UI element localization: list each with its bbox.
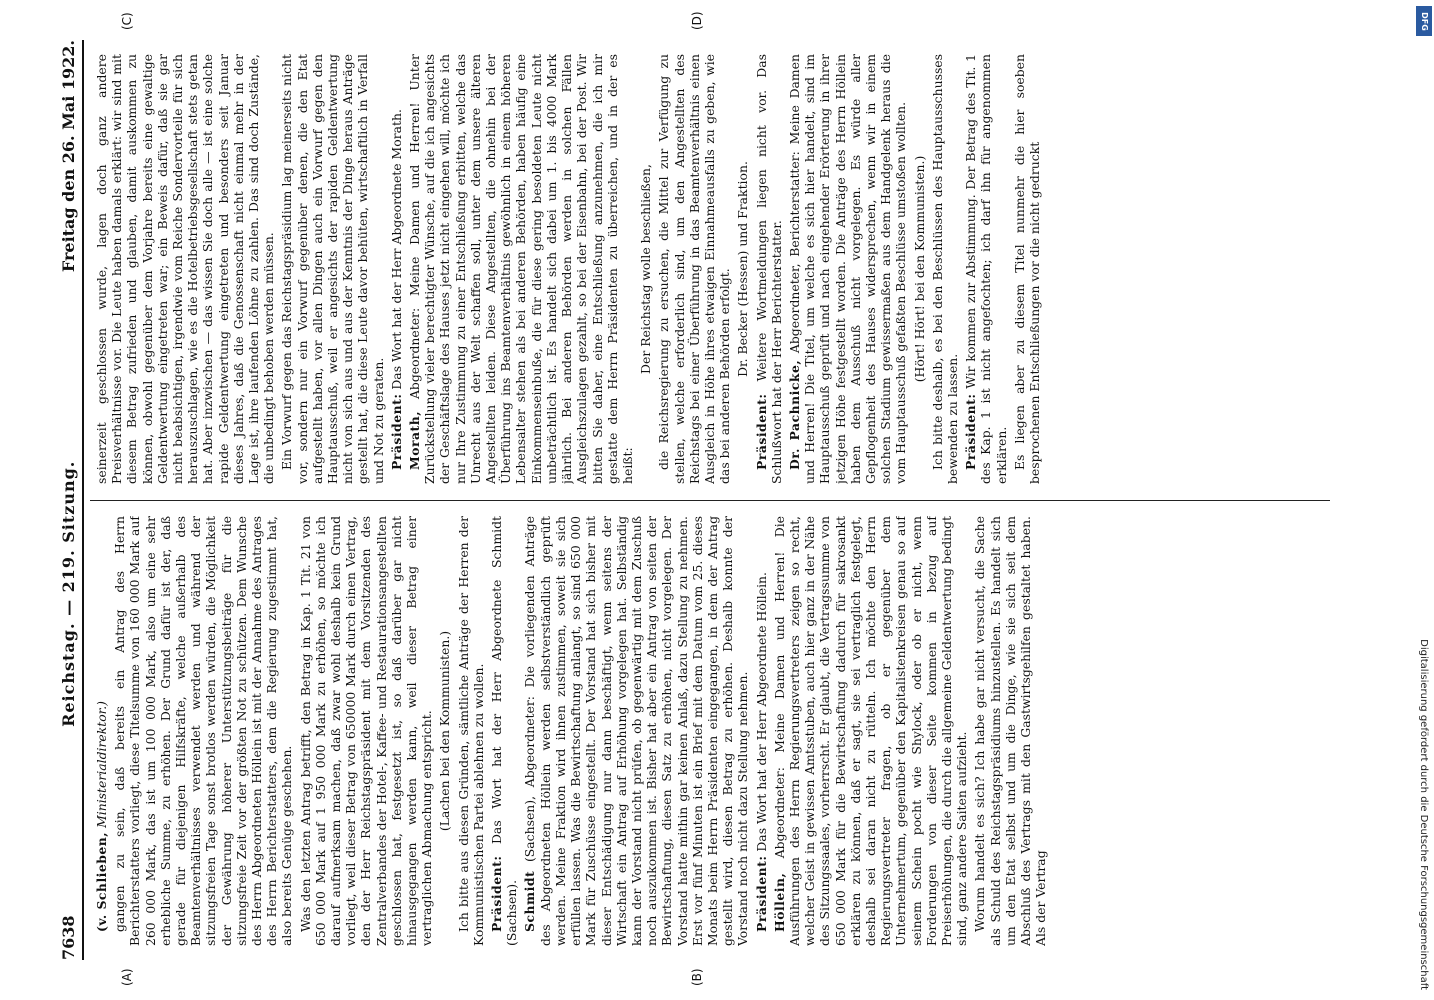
speech-paragraph bbox=[389, 54, 404, 484]
speech-text: Das Wort hat der Herr Abgeordnete Morath. bbox=[388, 109, 404, 390]
speech-paragraph bbox=[489, 516, 519, 946]
margin-mark-d: (D) bbox=[690, 11, 704, 30]
speech-paragraph bbox=[963, 54, 1009, 484]
paragraph: Ich bitte deshalb, es bei den Beschlüssen des Hauptausschusses bewenden zu lassen. bbox=[929, 54, 960, 484]
digitization-notice-strip bbox=[1414, 10, 1432, 990]
speech-text: Das Wort hat der Herr Abgeordnete Schmidt (Sachsen). bbox=[489, 516, 520, 946]
page-header bbox=[50, 40, 84, 960]
speaker-name: Präsident: bbox=[388, 393, 404, 470]
speaker-name: Präsident: bbox=[489, 855, 505, 932]
speaker-name: Präsident: bbox=[753, 855, 769, 932]
speech-text: Abgeordneter: Meine Damen und Herren! Die Ausführungen des Herrn Regierungsvertreters zeigen so recht, welcher Geist in gewissen Amtsstuben, auch hier ganz in der Nähe des Sitzungssaales, vorherrscht. Er glaubt, die Vertragssumme von 650 000 Mark für die Bewirtschaftung dadurch für sakrosankt erklären zu können, daß er sagt, sie sei vertraglich festgelegt, deshalb sei daran nicht zu rütteln. Ich möchte den Herrn Regierungsvertreter fragen, ob er gegenüber dem Unternehmertum, gegenüber den Kapitalistenkreisen genau so auf seinem Schein pocht wie Shylock, oder ob er nicht, wenn Forderungen von dieser Seite kommen in bezug auf Preiserhöhungen, die durch die allgemeine Geldentwertung bedingt sind, ganz andere Saiten aufzieht. bbox=[771, 516, 970, 946]
left-column bbox=[94, 516, 1334, 946]
speech-text: (Sachsen), Abgeordneter: Die vorliegenden Anträge des Abgeordneten Höllein werden selbstverständlich geprüft werden. Meine Fraktion wird ihnen zustimmen, soweit sie sich erfüllen lassen. Was die Bewirtschaftung anlangt, so sind 650 000 Mark für Zuschüsse eingestellt. Der Vorstand hat sich bisher mit dieser Entschädigung nur dann beschäftigt, wenn seitens der Wirtschaft ein Antrag auf Erhöhung vorgelegen hat. Selbständig kann der Vorstand nicht prüfen, ob gegenwärtig mit dem Zuschuß noch auszukommen ist. Bisher hat aber ein Antrag von seiten der Bewirtschaftung, diesen Satz zu erhöhen, nicht vorgelegen. Der Vorstand hatte mithin gar keinen Anlaß, dazu Stellung zu nehmen. Erst vor fünf Minuten ist ein Brief mit dem Datum vom 25. dieses Monats beim Herrn Präsidenten eingegangen, in dem der Antrag gestellt wird, diesen Betrag zu erhöhen. Deshalb konnte der Vorstand noch nicht dazu Stellung nehmen. bbox=[522, 516, 751, 946]
speech-paragraph bbox=[522, 516, 750, 946]
page-number: 7638 bbox=[59, 915, 78, 960]
speech-paragraph bbox=[407, 54, 635, 484]
paragraph: Ein Vorwurf gegen das Reichstagspräsidium lag meinerseits nicht vor, sondern nur ein Vorwurf gegenüber denen, die den Etat aufgestellt haben, vor allen Dingen auch ein Vorwurf gegen den Hauptausschuß, weil er angesichts der rapiden Geldentwertung nicht von sich aus und aus der Kenntnis der Dinge heraus Anträge gestellt hat, die diese Leute davor behüten, wirtschaftlich in Verfall und Not zu geraten. bbox=[279, 54, 386, 484]
speech-paragraph bbox=[94, 516, 109, 946]
digitization-notice: Digitalisierung gefördert durch die Deutsche Forschungsgemeinschaft bbox=[1418, 639, 1429, 990]
column-divider bbox=[90, 500, 1330, 501]
interjection: Dr. Becker (Hessen) und Fraktion. bbox=[735, 161, 751, 377]
speech-paragraph bbox=[754, 54, 784, 484]
dfg-logo: DFG bbox=[1416, 6, 1432, 36]
speaker-name: Schmidt bbox=[522, 870, 538, 932]
speaker-name: (v. Schlieben, bbox=[94, 831, 109, 932]
paragraph: Was den letzten Antrag betrifft, den Betrag in Kap. 1 Tit. 21 von 650 000 Mark auf 1 950 000 Mark zu erhöhen, so möchte ich darauf aufmerksam machen, daß zwar wohl deshalb kein Grund vorliegt, weil dieser Betrag von 650000 Mark durch einen Vertrag, den der Herr Reichstagspräsident mit dem Vorsitzenden des Zentralverbandes der Hotel-, Kaffee- und Restaurationsangestellten geschlossen hat, festgesetzt ist, so daß darüber gar nicht hinausgegangen werden kann, weil dieser Betrag einer vertraglichen Abmachung entspricht. bbox=[297, 516, 435, 946]
speaker-role: Ministerialdirektor.) bbox=[94, 700, 109, 828]
paragraph: gangen zu sein, daß bereits ein Antrag des Herrn Berichterstatters vorliegt, diese Titelsumme von 160 000 Mark auf 260 000 Mark, das ist um 100 000 Mark, also um eine sehr erhebliche Summe, zu erhöhen. Der Grund dafür ist der, daß gerade für diejenigen Hilfskräfte, welche außerhalb des Beamtenverhältnisses verwendet werden und während der sitzungsfreien Tage sonst brotlos werden würden, die Möglichkeit der Gewährung höherer Unterstützungsbeiträge für die sitzungsfreie Zeit vor der größten Not zu schützen. Dem Wunsche des Herrn Abgeordneten Höllein ist mit der Annahme des Antrages des Herrn Berichterstatters, dem die Regierung zugestimmt hat, also bereits Genüge geschehen. bbox=[112, 516, 295, 946]
margin-mark-c: (C) bbox=[120, 12, 134, 30]
speech-text: Abgeordneter: Meine Damen und Herren! Unter Zurückstellung vieler berechtigter Wünsche, auf die ich angesichts der Geschäftslage des Hauses jetzt nicht eingehen will, möchte ich nur Ihre Zustimmung zu einer Entschließung erbitten, welche das Unrecht aus der Welt schaffen soll, unter dem unsere älteren Angestellten leiden. Diese Angestellten, die ohnehin bei der Überführung ins Beamtenverhältnis gewöhnlich in einem höheren Lebensalter stehen als bei anderen Behörden, haben häufig eine Einkommenseinbuße, die für diese gering besoldeten Leute nicht unbeträchtlich ist. Es handelt sich dabei um 1. bis 4000 Mark jährlich. Bei anderen Behörden werden in solchen Fällen Ausgleichszulagen gezahlt, so bei der Eisenbahn, bei der Post. Wir bitten Sie daher, eine Entschließung anzunehmen, die ich mir gestatte dem Herrn Präsidenten zu überreichen, und in der es heißt: bbox=[407, 54, 635, 484]
speaker-name: Dr. Pachnicke, bbox=[786, 359, 802, 470]
speaker-name: Morath, bbox=[407, 410, 423, 470]
speech-text: Weitere Wortmeldungen liegen nicht vor. Das Schlußwort hat der Herr Berichterstatter. bbox=[753, 54, 784, 484]
speaker-name: Höllein, bbox=[771, 872, 787, 932]
page-title: Reichstag. — 219. Sitzung. bbox=[59, 460, 78, 727]
page-date: Freitag den 26. Mai 1922. bbox=[59, 40, 78, 273]
paragraph: Worum handelt es sich? Ich habe gar nicht versucht, die Sache als Schuld des Reichstagspräsidiums hinzustellen. Es handelt sich um den Etat selbst und um die Dinge, wie sie sich seit dem Abschluß des Vertrags mit den Gastwirtsgehilfen gestaltet haben. Als der Vertrag bbox=[972, 516, 1049, 946]
interjection: (Hört! Hört! bei den Kommunisten.) bbox=[911, 155, 927, 383]
speech-text: Wir kommen zur Abstimmung. Der Betrag des Tit. 1 des Kap. 1 ist nicht angefochten; ich darf ihn für angenommen erklären. bbox=[963, 54, 1009, 484]
paragraph: Es liegen aber zu diesem Titel nunmehr die hier soeben besprochenen Entschließungen vor die nicht gedruckt bbox=[1011, 54, 1042, 484]
speech-text: Das Wort hat der Herr Abgeordnete Höllein. bbox=[753, 572, 769, 852]
speaker-name: Präsident: bbox=[963, 393, 979, 470]
speech-text: Abgeordneter, Berichterstatter: Meine Damen und Herren! Die Titel, um welche es sich hier handelt, sind im Hauptausschuß geprüft und nach eingehender Erörterung in ihrer jetzigen Höhe festgestellt worden. Die Anträge des Herrn Höllein haben dem Ausschuß nicht vorgelegen. Es würde aller Gepflogenheit des Hauses widersprechen, wenn wir in einem solchen Stadium gewissermaßen aus dem Handgelenk heraus die vom Hauptausschuß gefaßten Beschlüsse umstoßen wollten. bbox=[786, 54, 909, 484]
interjection: (Lachen bei den Kommunisten.) bbox=[437, 630, 453, 832]
document-page bbox=[50, 11, 1350, 986]
paragraph: Ich bitte aus diesen Gründen, sämtliche Anträge der Herren der Kommunistischen Partei ablehnen zu wollen. bbox=[455, 516, 486, 946]
speaker-name: Präsident: bbox=[753, 393, 769, 470]
speech-paragraph bbox=[772, 516, 970, 946]
margin-mark-b: (B) bbox=[690, 968, 704, 986]
speech-paragraph bbox=[754, 516, 769, 946]
interjection: Der Reichstag wolle beschließen, bbox=[638, 164, 654, 374]
paragraph: die Reichsregierung zu ersuchen, die Mittel zur Verfügung zu stellen, welche erforderlich sind, um den Angestellten des Reichstags bei einer Überführung in das Beamtenverhältnis einen Ausgleich in Höhe ihres etwaigen Einnahmeausfalls zu geben, wie das bei anderen Behörden erfolgt. bbox=[656, 54, 733, 484]
margin-mark-a: (A) bbox=[120, 968, 134, 986]
speech-paragraph bbox=[787, 54, 909, 484]
paragraph: seinerzeit geschlossen wurde, lagen doch ganz andere Preisverhältnisse vor. Die Leute haben damals erklärt: wir sind mit diesem Betrag zufrieden und glauben, damit auskommen zu können, obwohl gegenüber dem Vorjahre bereits eine gewaltige Geldentwertung eingetreten war; ein Beweis dafür, daß sie gar nicht beabsichtigen, irgendwie vom Reiche Sondervorteile für sich herauszuschlagen, wie es die Hotelbetriebsgesellschaft stets getan hat. Aber inzwischen — das wissen Sie doch alle — ist eine solche rapide Geldentwertung eingetreten und besonders seit Januar dieses Jahres, daß die Genossenschaft nicht einmal mehr in der Lage ist, ihre laufenden Löhne zu zahlen. Das sind doch Zustände, die unbedingt behoben werden müssen. bbox=[94, 54, 277, 484]
right-column bbox=[94, 54, 1334, 484]
